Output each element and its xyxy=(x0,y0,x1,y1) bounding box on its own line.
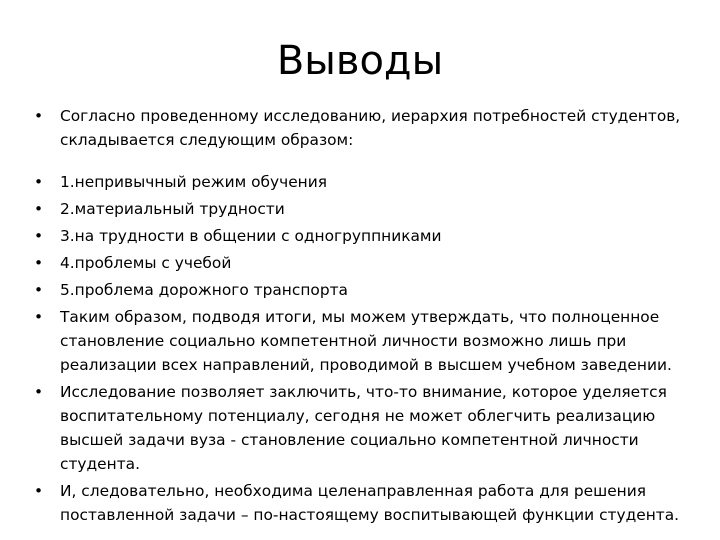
bullet-icon: • xyxy=(34,482,44,500)
list-item-text: 3.на трудности в общении с одногруппниками xyxy=(60,227,442,245)
bullet-icon: • xyxy=(34,173,44,191)
list-item-text: 4.проблемы с учебой xyxy=(60,254,232,272)
list-item xyxy=(34,104,684,152)
bullet-icon: • xyxy=(34,200,44,218)
list-item-text: Таким образом, подводя итоги, мы можем утверждать, что полноценное становление социально компетентной личности возможно лишь при реализации всех направлений, проводимой в высшем учебном заведении. xyxy=(60,308,672,374)
bullet-icon: • xyxy=(34,281,44,299)
list-item-text: 2.материальный трудности xyxy=(60,200,285,218)
list-item xyxy=(34,305,684,377)
list-item-text: 1.непривычный режим обучения xyxy=(60,173,327,191)
bullet-icon: • xyxy=(34,254,44,272)
bullet-icon: • xyxy=(34,383,44,401)
list-item-text: 5.проблема дорожного транспорта xyxy=(60,281,348,299)
bullet-icon: • xyxy=(34,107,44,125)
list-item-text: Исследование позволяет заключить, что-то внимание, которое уделяется воспитательному потенциалу, сегодня не может облегчить реализацию высшей задачи вуза - становление социально компетентной личности студента. xyxy=(60,383,667,473)
list-item xyxy=(34,479,684,527)
list-item xyxy=(34,380,684,476)
list-item xyxy=(34,251,684,275)
list-item-text: Согласно проведенному исследованию, иерархия потребностей студентов, складывается следующим образом: xyxy=(60,107,681,149)
slide-title: Выводы xyxy=(276,38,444,84)
list-item xyxy=(34,197,684,221)
list-item xyxy=(34,278,684,302)
bullet-icon: • xyxy=(34,308,44,326)
bullet-icon: • xyxy=(34,227,44,245)
bullet-list xyxy=(34,104,684,530)
list-item xyxy=(34,224,684,248)
list-item-text: И, следовательно, необходима целенаправленная работа для решения поставленной задачи – по-настоящему воспитывающей функции студента. xyxy=(60,482,680,524)
list-item xyxy=(34,170,684,194)
